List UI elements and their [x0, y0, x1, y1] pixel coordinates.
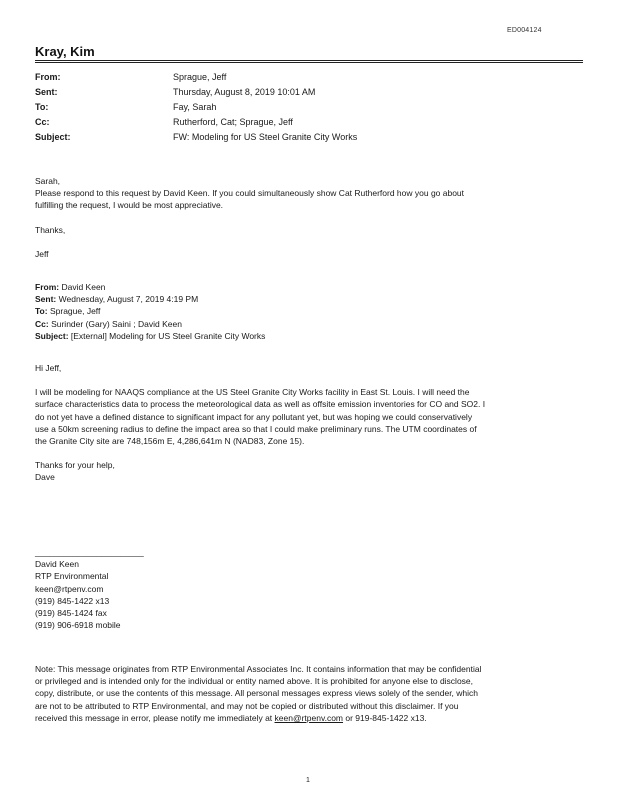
- signoff: Jeff: [35, 248, 49, 259]
- fwd-from-label: From:: [35, 282, 60, 292]
- to-label: To:: [35, 102, 49, 112]
- note-line: copy, distribute, or use the contents of this message. All personal messages express views solely of the sender, which: [35, 688, 479, 699]
- fwd-sent-label: Sent:: [35, 294, 57, 305]
- note-text: received this message in error, please notify me immediately at: [35, 712, 275, 723]
- body-jeff: [35, 175, 464, 260]
- greeting: Hi Jeff,: [35, 363, 62, 373]
- fwd-cc-row: [35, 318, 265, 330]
- forwarded-header: [35, 281, 265, 342]
- fwd-sent-value: Wednesday, August 7, 2019 4:19 PM: [58, 294, 199, 305]
- fwd-subject-value: [External] Modeling for US Steel Granite City Works: [70, 330, 266, 341]
- from-value: Sprague, Jeff: [173, 72, 227, 82]
- fwd-subject-row: [35, 330, 265, 342]
- sent-label: Sent:: [35, 87, 58, 97]
- page-number: 1: [306, 777, 310, 784]
- fwd-to-row: [35, 305, 265, 317]
- body-dave: [35, 362, 485, 484]
- to-value: Fay, Sarah: [173, 102, 217, 112]
- closing-line: Thanks for your help,: [35, 460, 115, 471]
- signature-block: [35, 546, 144, 631]
- note-line: are not to be attributed to RTP Environmental, and may not be copied or distributed without this disclaimer. If you: [35, 700, 459, 711]
- note-text: or 919-845-1422 x13.: [343, 712, 427, 723]
- cc-value: Rutherford, Cat; Sprague, Jeff: [173, 117, 293, 127]
- note-line: or privileged and is intended only for the individual or entity named above. It is prohibited for anyone else to disclose,: [35, 676, 474, 687]
- mailbox-owner: Kray, Kim: [35, 44, 95, 59]
- fwd-sent-row: [35, 293, 265, 305]
- email-link[interactable]: keen@rtpenv.com: [274, 712, 344, 723]
- signature-fax: (919) 845-1424 fax: [35, 608, 107, 619]
- fwd-cc-value: Surinder (Gary) Saini ; David Keen: [51, 318, 182, 329]
- thanks-line: Thanks,: [35, 224, 66, 235]
- cc-label: Cc:: [35, 117, 50, 127]
- fwd-from-value: David Keen: [61, 282, 106, 292]
- confidentiality-note: [35, 663, 481, 724]
- fwd-subject-label: Subject:: [35, 330, 69, 341]
- from-label: From:: [35, 72, 61, 82]
- body-line: I will be modeling for NAAQS compliance at the US Steel Granite City Works facility in East St. Louis. I will need the: [35, 387, 470, 398]
- body-line: use a 50km screening radius to define the impact area so that I could make preliminary runs. The UTM coordinates of: [35, 423, 477, 434]
- fwd-from-row: [35, 281, 265, 293]
- body-line: the Granite City site are 748,156m E, 4,286,641m N (NAD83, Zone 15).: [35, 436, 305, 447]
- closing-name: Dave: [35, 472, 55, 483]
- body-line: fulfilling the request, I would be most appreciative.: [35, 200, 224, 211]
- body-line: surface characteristics data to process the meteorological data as well as offsite emission inventories for CO and SO2. I: [35, 399, 486, 410]
- fwd-to-label: To:: [35, 306, 48, 317]
- fwd-to-value: Sprague, Jeff: [49, 306, 101, 317]
- signature-email: keen@rtpenv.com: [35, 583, 104, 594]
- signature-mobile: (919) 906-6918 mobile: [35, 620, 121, 631]
- fwd-cc-label: Cc:: [35, 318, 49, 329]
- note-line: [35, 712, 481, 724]
- document-id: ED004124: [507, 27, 542, 34]
- greeting: Sarah,: [35, 176, 61, 186]
- signature-company: RTP Environmental: [35, 571, 109, 582]
- header-rule: [35, 60, 583, 63]
- subject-label: Subject:: [35, 132, 71, 142]
- sent-value: Thursday, August 8, 2019 10:01 AM: [173, 87, 316, 97]
- subject-value: FW: Modeling for US Steel Granite City Works: [173, 132, 358, 142]
- note-line: Note: This message originates from RTP Environmental Associates Inc. It contains information that may be confidential: [35, 664, 482, 674]
- body-line: do not yet have a defined distance to significant impact for any pollutant yet, but was hoping we could conservatively: [35, 411, 473, 422]
- signature-divider: _______________________: [35, 547, 144, 557]
- signature-name: David Keen: [35, 559, 79, 570]
- body-line: Please respond to this request by David Keen. If you could simultaneously show Cat Rutherford how you go about: [35, 188, 465, 199]
- signature-phone: (919) 845-1422 x13: [35, 595, 110, 606]
